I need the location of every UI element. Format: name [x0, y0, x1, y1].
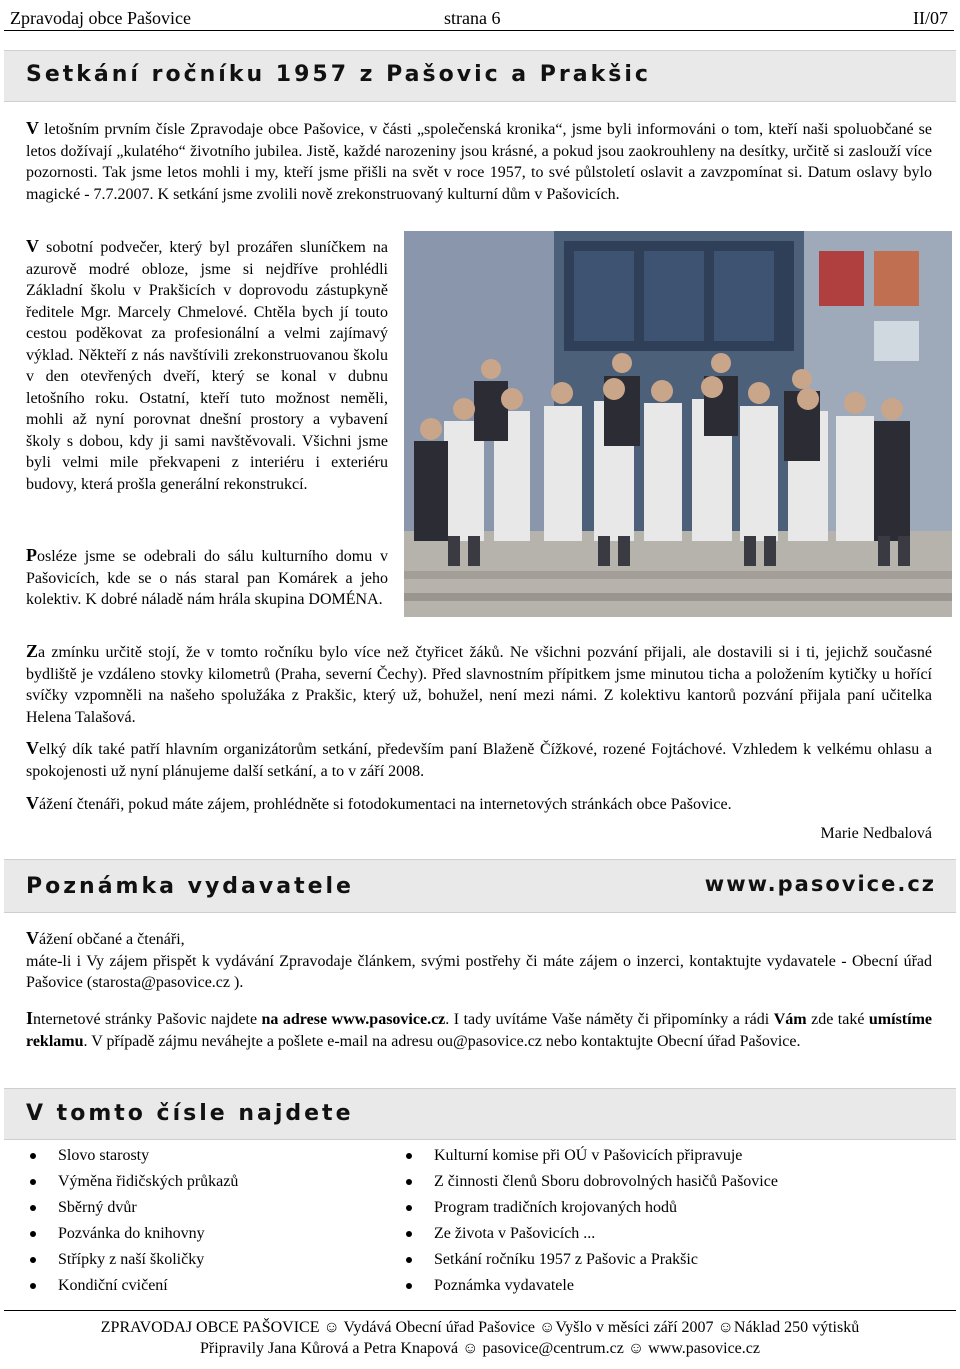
publisher-note-paragraph: [26, 928, 932, 994]
website-text-c: . I tady uvítáme Vaše náměty či připomínky a rádi: [445, 1011, 774, 1028]
footer-publisher-line: ZPRAVODAJ OBCE PAŠOVICE ☺ Vydává Obecní úřad Pašovice ☺Vyšlo v měsíci září 2007 ☺Náklad 250 výtisků: [100, 1319, 860, 1336]
photo-gallery-text: ážení čtenáři, pokud máte zájem, prohlédněte si fotodokumentaci na internetových stránkách obce Pašovice.: [39, 796, 732, 813]
website-address: na adrese www.pasovice.cz: [261, 1011, 446, 1028]
header-issue: II/07: [913, 8, 948, 28]
toc-item: Sběrný dvůr: [26, 1195, 386, 1221]
toc-item: Ze života v Pašovicích ...: [402, 1221, 942, 1247]
toc-item: Střípky z naší školičky: [26, 1247, 386, 1273]
group-photo-illustration: [404, 231, 952, 617]
toc-band: [4, 1088, 956, 1140]
dropcap: V: [26, 118, 39, 138]
toc-item: Kulturní komise při OÚ v Pašovicích připravuje: [402, 1143, 942, 1169]
contribution-text: máte-li i Vy zájem přispět k vydávání Zpravodaje článkem, svými postřehy či máte zájem o inzerci, kontaktujte vydavatele - Obecní úřad Pašovice (starosta@pasovice.cz ).: [26, 952, 932, 991]
group-photo: [404, 231, 952, 617]
photo-gallery-paragraph: [26, 793, 932, 816]
publisher-note-band: [4, 859, 956, 913]
dropcap: V: [26, 928, 39, 948]
toc-list-right: [402, 1143, 942, 1299]
cultural-house-paragraph: [26, 545, 388, 611]
website-text-e: zde také: [806, 1011, 869, 1028]
publisher-note-title: Poznámka vydavatele: [26, 874, 354, 899]
toc-item: Pozvánka do knihovny: [26, 1221, 386, 1247]
website-text-g: . V případě zájmu neváhejte a pošlete e-mail na adresu ou@pasovice.cz nebo kontaktujte Obecní úřad Pašovice.: [83, 1032, 801, 1050]
toc-item: Slovo starosty: [26, 1143, 386, 1169]
header-publication: Zpravodaj obce Pašovice: [10, 8, 191, 28]
thanks-paragraph: [26, 738, 932, 782]
toc-item: Program tradičních krojovaných hodů: [402, 1195, 942, 1221]
thanks-text: elký dík také patří hlavním organizátorům setkání, především paní Blaženě Čížkové, rozené Fojtáchové. Vzhledem k velkému ohlasu a spokojenosti už nyní plánujeme další setkání, a to v září 2008.: [26, 741, 932, 780]
classmates-text: a zmínku určitě stojí, že v tomto ročníku bylo více než čtyřicet žáků. Ne všichni pozvání přijali, ale dostavili si i ti, jejichž současné bydliště je vzdáleno stovky kilometrů (Praha, severní Čechy). Před slavnostním přípitkem jsme minutou ticha a položením kytičky u hořící svíčky vzpomněli na našeho spolužáka z Prakšic, který už, bohužel, není mezi námi. Z kolektivu kantorů pozvání přijala paní učitelka Helena Talašová.: [26, 644, 932, 726]
toc-item: Z činnosti členů Sboru dobrovolných hasičů Pašovice: [402, 1169, 942, 1195]
article-title: Setkání ročníku 1957 z Pašovic a Prakšic: [26, 62, 651, 87]
article-author: Marie Nedbalová: [820, 825, 932, 842]
school-visit-paragraph: [26, 236, 388, 495]
toc-title: V tomto čísle najdete: [26, 1101, 354, 1126]
toc-item: Kondiční cvičení: [26, 1273, 386, 1299]
intro-paragraph: [26, 118, 932, 205]
website-text-a: nternetové stránky Pašovic najdete: [33, 1011, 262, 1028]
dropcap: I: [26, 1008, 34, 1028]
greeting-line: [26, 928, 932, 951]
cultural-house-text: osléze jsme se odebrali do sálu kulturního domu v Pašovicích, kde se o nás staral pan Komárek a jeho kolektiv. K dobré náladě nám hrála skupina DOMÉNA.: [26, 548, 388, 608]
intro-text: letošním prvním čísle Zpravodaje obce Pašovice, v části „společenská kronika“, jsme byli informováni o tom, kteří naši spoluobčané se letos dožívají „kulatého“ životního jubilea. Jistě, každé narozeniny jsou krásné, a pokud jsou zaokrouhleny na desítky, určitě si zaslouží více pozornosti. Tak jsme letos mohli i my, kteří jsme přišli na svět v roce 1957, to své půlstoletí oslavit a zavzpomínat si. Datum oslavy bylo magické - 7.7.2007. K setkání jsme zvolili nově zrekonstruovaný kulturní dům v Pašovicích.: [26, 121, 932, 203]
footer-contact-line: Připravily Jana Kůrová a Petra Knapová ☺ pasovice@centrum.cz ☺ www.pasovice.cz: [200, 1340, 760, 1357]
emphasis-you: Vám: [773, 1011, 807, 1028]
toc-item: Setkání ročníku 1957 z Pašovic a Prakšic: [402, 1247, 942, 1273]
emphasis-ads: umístíme reklamu: [26, 1011, 933, 1050]
classmates-paragraph: [26, 641, 932, 728]
dropcap: V: [26, 738, 39, 758]
dropcap: V: [26, 236, 39, 256]
toc-item: Výměna řidičských průkazů: [26, 1169, 386, 1195]
toc-list-left: [26, 1143, 386, 1299]
website-link[interactable]: www.pasovice.cz: [704, 872, 936, 896]
website-paragraph: [26, 1008, 932, 1052]
page-footer: [4, 1310, 956, 1361]
toc-item: Poznámka vydavatele: [402, 1273, 942, 1299]
dropcap: Z: [26, 641, 39, 661]
dropcap: P: [26, 545, 37, 565]
dropcap: V: [26, 793, 39, 813]
school-visit-text: sobotní podvečer, který byl prozářen sluníčkem na azurově modré obloze, jsme si nejdříve prohlédli Základní školu v Prakšicích v doprovodu zástupkyně ředitele Mgr. Marcely Chmelové. Chtěla bych jí touto cestou poděkovat za profesionální a velmi zajímavý výklad. Někteří z nás navštívili zrekonstruovanou školu v den otevřených dveří, který se konal v dubnu letošního roku. Ostatní, kteří tuto možnost neměli, mohli až nyní porovnat dnešní prostory a vybavení školy s dobou, kdy ji sami navštěvovali. Všichni jsme byli velmi mile překvapeni z interiéru i exteriéru budovy, která prošla generální rekonstrukcí.: [26, 239, 388, 493]
page-header: [4, 4, 954, 31]
article-title-band: [4, 50, 956, 102]
header-page-number: strana 6: [444, 8, 501, 28]
greeting-text: ážení občané a čtenáři,: [39, 931, 185, 948]
